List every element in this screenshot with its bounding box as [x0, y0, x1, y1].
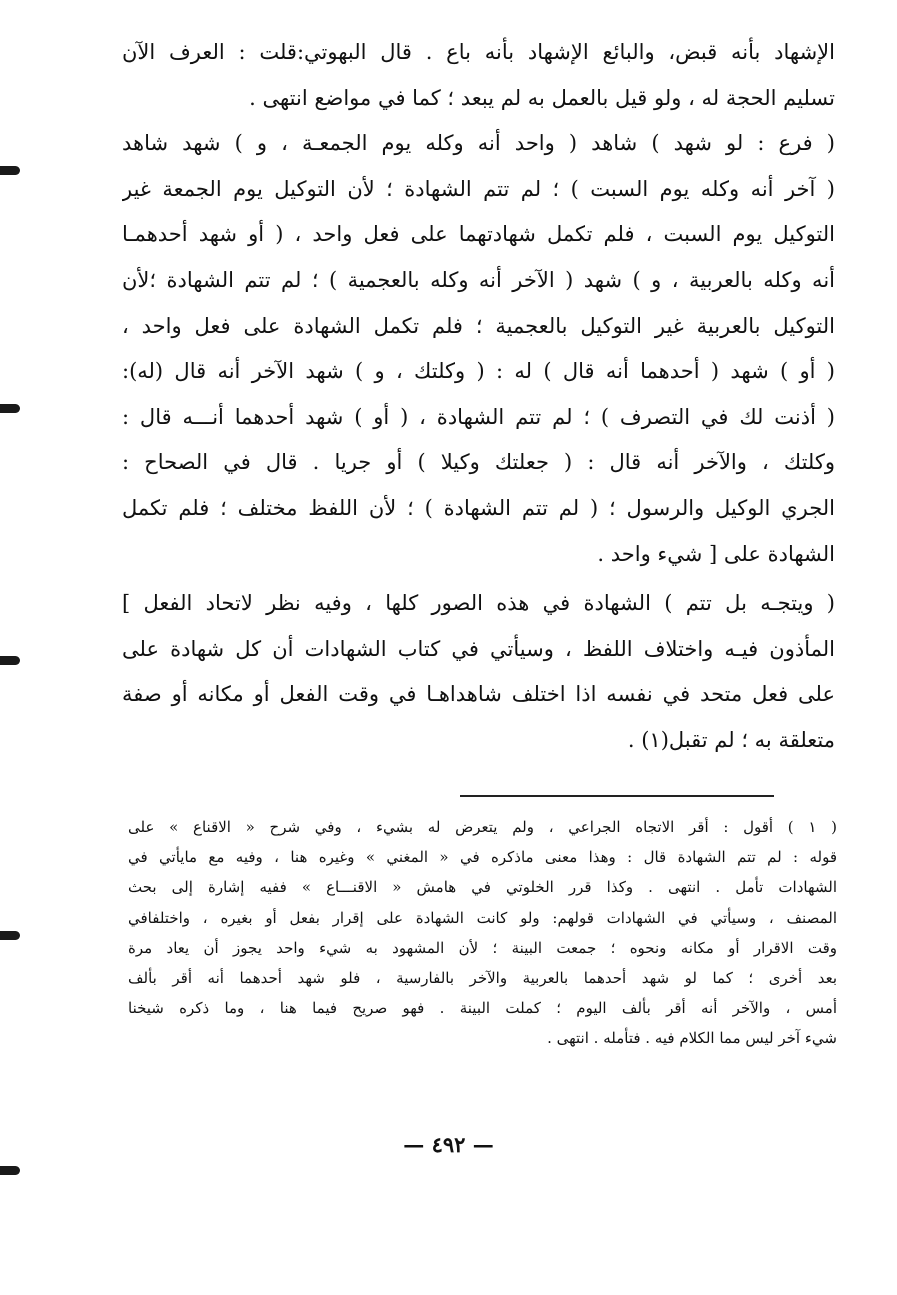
- footnote-line: قوله : لم تتم الشهادة قال : وهذا معنى ماذكره في « المغني » وغيره هنا ، وفيه مع مايأتي في: [128, 848, 837, 867]
- margin-mark: [0, 1166, 20, 1175]
- text-line: الشهادة على [ شيء واحد .: [597, 541, 835, 566]
- text-line: ( ويتجـه بل تتم ) الشهادة في هذه الصور كلها ، وفيه نظر لاتحاد الفعل ]: [122, 591, 835, 616]
- footnote-line: ( ١ ) أقول : أقر الاتجاه الجراعي ، ولم يتعرض له بشيء ، وفي شرح « الاقناع » على: [128, 818, 837, 836]
- footnote-line: الشهادات تأمل . انتهى . وكذا قرر الخلوتي في هامش « الاقنـــاع » ففيه إشارة إلى بحث: [128, 878, 837, 897]
- text-line: الجري الوكيل والرسول ؛ ( لم تتم الشهادة ) ؛ لأن اللفظ مختلف ؛ فلم تكمل: [122, 495, 835, 520]
- footnote-line: المصنف ، وسيأتي في الشهادات قولهم: ولو كانت الشهادة على إقرار بفعل أو بغيره ، واختلفافي: [128, 908, 837, 927]
- text-line: التوكيل بالعربية غير التوكيل بالعجمية ؛ فلم تكمل الشهادة على فعل واحد ،: [122, 313, 835, 338]
- text-line: ( أذنت لك في التصرف ) ؛ لم تتم الشهادة ، ( أو ) شهد أحدهما أنـــه قال :: [122, 404, 835, 429]
- text-line: المأذون فيـه واختلاف اللفظ ، وسيأتي في كتاب الشهادات أن كل شهادة على: [122, 636, 835, 661]
- text-line: على فعل متحد في نفسه اذا اختلف شاهداهـا في وقت الفعل أو مكانه أو صفة: [122, 682, 835, 707]
- text-line: التوكيل يوم السبت ، فلم تكمل شهادتهما على فعل واحد ، ( أو شهد أحدهمـا: [122, 222, 835, 247]
- text-line: ( أو ) شهد ( أحدهما أنه قال ) له : ( وكلتك ، و ) شهد الآخر أنه قال (له):: [122, 359, 835, 384]
- text-line: ( فرع : لو شهد ) شاهد ( واحد أنه وكله يوم الجمعـة ، و ) شهد شاهد: [122, 131, 835, 156]
- text-line: أنه وكله بالعربية ، و ) شهد ( الآخر أنه وكله بالعجمية ) ؛ لم تتم الشهادة ؛لأن: [122, 267, 835, 292]
- text-line: وكلتك ، والآخر أنه قال : ( جعلتك وكيلا ) أو جريا . قال في الصحاح :: [122, 450, 835, 475]
- text-line: ( آخر أنه وكله يوم السبت ) ؛ لم تتم الشهادة ؛ لأن التوكيل يوم الجمعة غير: [122, 176, 835, 201]
- footnote-line: أمس ، والآخر أنه أقر بألف اليوم ؛ كملت البينة . فهو صريح فيما هنا ، وما ذكره شيخنا: [128, 999, 837, 1018]
- footnote-separator: [460, 795, 774, 797]
- margin-mark: [0, 166, 20, 175]
- margin-mark: [0, 404, 20, 413]
- footnote-line: شيء آخر ليس مما الكلام فيه . فتأمله . انتهى .: [547, 1029, 837, 1048]
- page-number: — ٤٩٢ —: [403, 1132, 494, 1157]
- text-line: تسليم الحجة له ، ولو قيل بالعمل به لم يبعد ؛ كما في مواضع انتهى .: [249, 85, 835, 110]
- text-line: الإشهاد بأنه قبض، والبائع الإشهاد بأنه باع . قال البهوتي:قلت : العرف الآن: [122, 40, 835, 64]
- text-line: متعلقة به ؛ لم تقبل(١) .: [627, 727, 835, 752]
- margin-mark: [0, 656, 20, 665]
- margin-mark: [0, 931, 20, 940]
- footnote-line: بعد أخرى ؛ كما لو شهد أحدهما بالعربية والآخر بالفارسية ، فلو شهد أحدهما أنه أقر بألف: [128, 968, 837, 987]
- footnote-line: وقت الاقرار أو مكانه ونحوه ؛ جمعت البينة ؛ لأن المشهود به شيء واحد يجوز أن يعاد مرة: [128, 938, 837, 957]
- footnote-block: [128, 812, 837, 1054]
- main-text-body: [122, 30, 835, 764]
